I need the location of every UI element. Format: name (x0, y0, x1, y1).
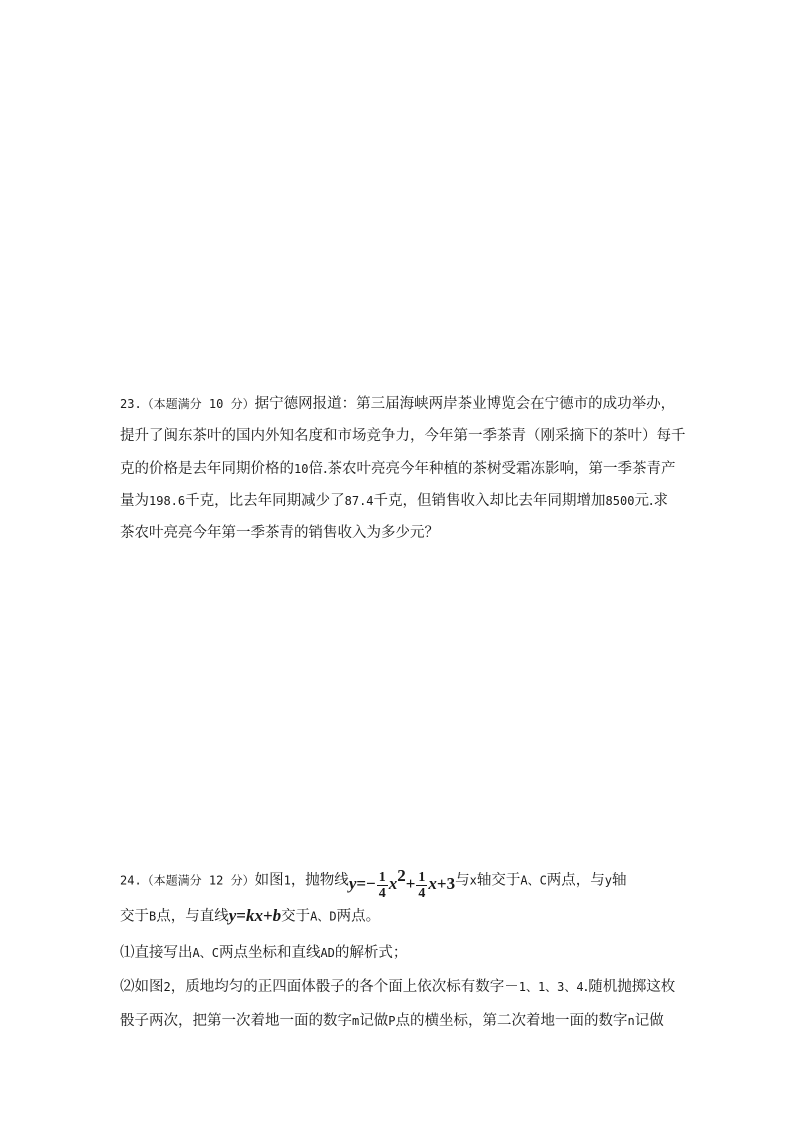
point-label: A、C (520, 873, 547, 888)
axis-label: y (604, 873, 613, 888)
dice-numbers: 1、1、3、4 (518, 980, 584, 994)
point-label: A、C (192, 946, 219, 960)
line-formula: y=kx+b (228, 906, 282, 925)
q23-text: 据宁德网报道：第三届海峡两岸茶业博览会在宁德市的成功举办， (254, 396, 676, 412)
q23-text: 克的价格是去年同期价格的 (120, 461, 294, 477)
point-label: P (388, 1014, 396, 1028)
variable-label: m (352, 1014, 360, 1028)
q24-part-2 (120, 976, 680, 998)
q24-text: 记做 (359, 1013, 389, 1029)
q23-text: 提升了闽东茶叶的国内外知名度和市场竞争力，今年第一季茶青（刚采摘下的茶叶）每千 (120, 428, 686, 444)
q24-part-1 (120, 942, 680, 964)
q24-text: 交于 (120, 908, 149, 925)
q24-text: 直接写出 (134, 945, 193, 961)
q23-line-2 (120, 425, 686, 447)
q23-text: 倍.茶农叶亮亮今年种植的茶树受霜冻影响，第一季茶青产 (308, 461, 676, 477)
axis-label: x (469, 873, 477, 888)
q23-text: 量为 (120, 493, 149, 509)
fraction-one-quarter: $\frac{1}{4}$ (418, 869, 426, 901)
q23-text: 千克，比去年同期减少了 (185, 493, 345, 509)
figure-ref: 2 (163, 980, 171, 994)
q24-text: 的解析式； (334, 945, 408, 961)
q24-text: .随机抛掷这枚 (583, 979, 676, 995)
q24-text: 交于 (281, 908, 311, 925)
q23-line-1 (120, 393, 680, 415)
point-label: AD (320, 946, 335, 960)
q24-text: 两点。 (336, 908, 381, 925)
q24-text: 记做 (634, 1013, 664, 1029)
q24-text: 如图 (254, 872, 284, 889)
q24-number: 24.（本题满分 12 分） (120, 873, 255, 888)
parabola-formula: y=− $\frac{1}{4}$ $x^2+$ $\frac{1}{4}$ x+3 (348, 866, 456, 901)
q23-line-4 (120, 490, 680, 512)
q24-text: ，质地均匀的正四面体骰子的各个面上依次标有数字－ (170, 979, 519, 995)
variable-label: n (627, 1014, 635, 1028)
q23-text: 元.求 (634, 493, 669, 509)
q23-text: 茶农叶亮亮今年第一季茶青的销售收入为多少元？ (120, 525, 439, 541)
q23-number-value: 8500 (605, 494, 635, 508)
part-number: ⑵ (120, 979, 135, 995)
q23-number-value: 198.6 (149, 494, 186, 508)
point-label: A、D (310, 909, 337, 924)
part-number: ⑴ (120, 945, 135, 961)
q24-text: 两点，与 (546, 872, 605, 889)
q23-line-3 (120, 458, 680, 480)
q23-text: 千克，但销售收入却比去年同期增加 (373, 493, 606, 509)
q23-number-value: 10 (294, 462, 309, 476)
q24-text: 轴 (612, 872, 627, 889)
q23-number: 23.（本题满分 10 分） (120, 397, 255, 411)
q24-text: 两点坐标和直线 (218, 945, 321, 961)
q24-text: 与 (455, 872, 470, 889)
q24-text: 点的横坐标，第二次着地一面的数字 (395, 1013, 628, 1029)
q24-part-2-cont (120, 1010, 680, 1032)
q23-number-value: 87.4 (344, 494, 374, 508)
q24-line-2 (120, 905, 680, 928)
q24-line-1 (120, 860, 680, 901)
figure-ref: 1 (283, 873, 291, 888)
point-label: B (149, 909, 157, 924)
q24-text: ，抛物线 (290, 872, 349, 889)
q23-line-5 (120, 522, 680, 544)
fraction-one-quarter: $\frac{1}{4}$ (378, 869, 386, 901)
q24-text: 轴交于 (476, 872, 521, 889)
q24-text: 如图 (134, 979, 164, 995)
q24-text: 点，与直线 (156, 908, 229, 925)
q24-text: 骰子两次，把第一次着地一面的数字 (120, 1013, 352, 1029)
